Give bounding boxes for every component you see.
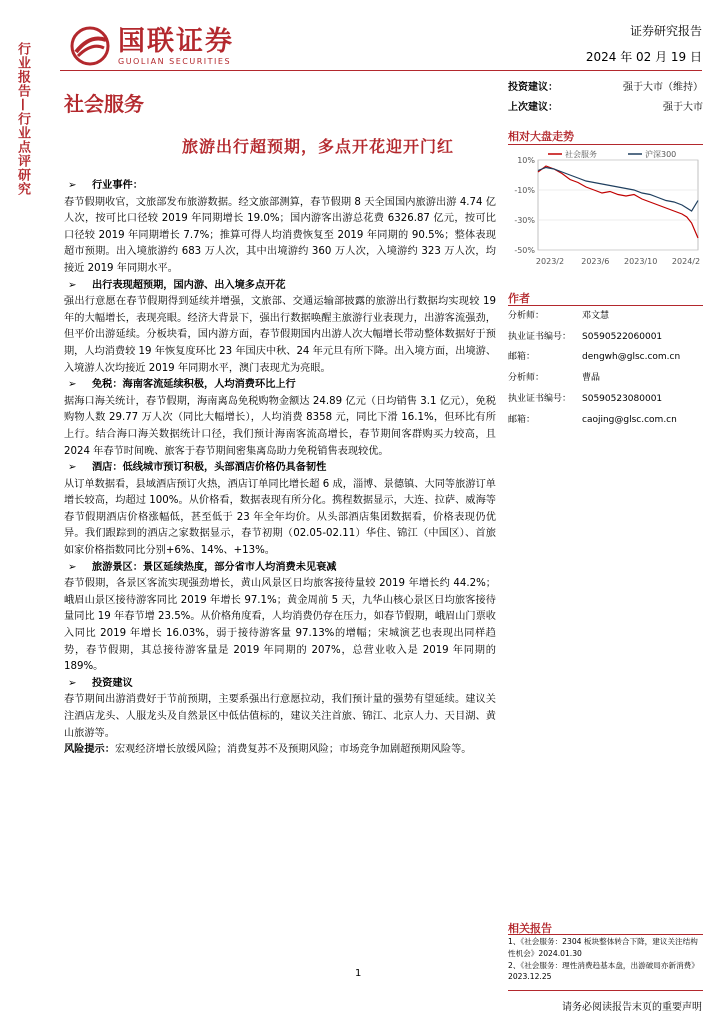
doc-type: 证券研究报告 [629,24,702,38]
related-item[interactable]: 1、《社会服务：2304 板块整体转合下降，建议关注结构性机会》2024.01.30 [508,937,698,958]
authors-list [508,306,703,430]
section-title [64,278,496,295]
headline: 旅游出行超预期，多点开花迎开门红 [182,137,455,156]
arrow-icon: ➢ [68,462,77,474]
section-body: 据海口海关统计，春节假期，海南离岛免税购物金额达 24.89 亿元（日均销售 3.1 亿元），免税购物人数 29.77 万人次（同比大幅增长），人均消费 8358 元，同比下滑 16.1%，但环比有所上行。结合海口海关数据统计口径，我们预计海南客流高增长，春节期间客群购买力较高，且 2024 年春节时间晚、旅客于春节期间密集离岛助力免税销售表现较优。 [64,395,496,457]
author-value: S0590523080001 [582,393,663,404]
x-tick-label: 2023/10 [624,257,658,266]
section-body: 春节假期收官，文旅部发布旅游数据。经文旅部测算，春节假期 8 天全国国内旅游出游 4.74 亿人次，按可比口径较 2019 年同期增长 19.0%；国内游客出游总花费 6326.87 亿元，按可比口径较 2019 年同期增长 7.7%；推算可得人均消费恢复至 2019 年同期的 90.5%；整体表现超市预期。出入境旅游约 683 万人次，其中出境游约 360 万人次，入境游约 323 万人次，均接近 2019 年同期水平。 [64,196,496,274]
invest-label: 投资建议： [508,82,558,93]
last-label: 上次建议： [508,102,558,113]
arrow-icon: ➢ [68,379,77,391]
author-key: 分析师： [508,373,545,384]
section-title-text: 出行表现超预期，国内游、出入境多点开花 [92,279,286,291]
x-tick-label: 2023/2 [535,257,565,266]
arrow-icon: ➢ [68,561,77,573]
section-title [64,676,496,693]
section-title-text: 旅游景区：景区延续热度，部分省市人均消费未见衰减 [92,561,337,573]
logo-icon [68,26,112,66]
y-tick-label: 10% [517,156,535,165]
y-tick-label: -30% [514,216,535,225]
y-tick-label: -50% [514,246,535,255]
x-tick-label: 2024/2 [671,257,701,266]
logo [68,26,234,66]
legend-label: 社会服务 [565,150,597,159]
section-title-text: 行业事件： [92,180,143,191]
main-body [64,178,496,759]
section-body: 从订单数据看，县域酒店预订火热，酒店订单同比增长超 6 成，淄博、景德镇、大同等旅游订单增长较高，均超过 100%。从价格看，数据表现有所分化。携程数据显示，大连、拉萨、威海等春节假期酒店价格涨幅低，甚至低于 23 年全年均价。从头部酒店集团数据看，价格表现仍优异。我们跟踪到的酒店之家数据显示，春节初期（02.05-02.11）华住、锦江（中国区）、首旅如家价格指数同比分别+6%、14%、+13%。 [64,478,496,557]
author-row [508,410,703,431]
arrow-icon: ➢ [68,279,77,291]
section-body: 强出行意愿在春节假期得到延续并增强，文旅部、交通运输部披露的旅游出行数据均实现较 19 年的大幅增长，表现亮眼。经济大背景下，强出行数据唤醒主旅游行业表现力，出游客流强劲，但平价出游延续。分板块看，国内游方面，春节假期国内出游人次大幅增长带动整体数据好于预期，人均消费较 19 年恢复度环比 23 年国庆中秋、24 年元旦有所下降。出入境方面，出境游、入境游人次均接近 2019 年同期水平，澳门表现尤为亮眼。 [64,296,497,374]
author-key: 邮箱： [508,352,536,363]
chart-rule [508,144,703,145]
logo-cn: 国联证券 [118,25,234,57]
arrow-icon: ➢ [68,677,77,689]
author-row [508,306,703,327]
rating-box [508,78,703,118]
related-list [508,936,703,983]
author-row [508,389,703,410]
last-value: 强于大市 [663,102,703,113]
section-title-text: 酒店：低线城市预订积极，头部酒店价格仍具备韧性 [92,462,327,474]
related-item[interactable]: 2、《社会服务：理性消费趋基本盘，出游破局亦新消费》2023.12.25 [508,960,699,982]
arrow-icon: ➢ [68,180,77,191]
author-row [508,327,703,348]
section-title-text: 投资建议 [92,677,133,689]
relative-chart [508,146,703,270]
section-body: 春节假期，各景区客流实现强劲增长，黄山风景区日均旅客接待量较 2019 年增长约 44.2%；峨眉山景区接待游客同比 2019 年增长 97.1%；黄金周前 5 天，九华山核心景区日均旅客接待量同比 19 年春节增 23.5%。从价格角度看，人均消费仍存在压力，如春节假期，峨眉山门票收入同比 2019 年增长 16.03%，弱于接待游客量 97.13%的增幅；宋城演艺也表现出同样趋势，春节假期，其总接待游客量是 2019 年同期的 207%，总营业收入是 2019 年同期的 189%。 [64,578,496,673]
author-row [508,368,703,389]
section-title [64,560,496,577]
section-title-text: 免税：海南客流延续积极，人均消费环比上行 [92,379,296,391]
risk-label: 风险提示： [64,744,115,756]
author-value: 曹晶 [582,373,601,384]
author-key: 执业证书编号： [508,331,572,342]
chart-title: 相对大盘走势 [508,130,574,143]
y-tick-label: -10% [514,186,535,195]
author-key: 分析师： [508,311,545,321]
author-row [508,347,703,368]
doc-date: 2024 年 02 月 19 日 [585,50,702,64]
section-title [64,178,496,195]
author-value: 邓文慧 [582,311,610,321]
risk-body: 宏观经济增长放缓风险；消费复苏不及预期风险；市场竞争加剧超预期风险等。 [114,744,472,756]
legend-label: 沪深300 [645,150,677,159]
author-email[interactable]: caojing@glsc.com.cn [582,414,677,425]
related-title: 相关报告 [508,922,552,935]
risk-note [64,742,496,759]
authors-title: 作者 [508,292,530,305]
side-band: 行业报告—行业点评研究 [15,42,30,196]
author-value: S0590522060001 [582,331,663,342]
disclaimer: 请务必阅读报告末页的重要声明 [562,1002,702,1013]
industry-title: 社会服务 [64,92,144,116]
section-title [64,460,496,477]
page-number: 1 [355,968,362,979]
foot-rule [508,990,703,991]
logo-en: GUOLIAN SECURITIES [118,56,232,66]
related-rule [508,934,703,935]
section-body: 春节期间出游消费好于节前预期，主要系强出行意愿拉动，我们预计量的强势有望延续。建议关注酒店龙头、人服龙头及自然景区中低估值标的，建议关注首旅、锦江、北京人力、天目湖、黄山旅游等。 [64,694,496,739]
top-rule [60,70,702,71]
section-title [64,377,496,394]
author-key: 执业证书编号： [508,393,572,404]
author-email[interactable]: dengwh@glsc.com.cn [582,352,681,363]
invest-value: 强于大市（维持） [623,82,703,93]
x-tick-label: 2023/6 [581,257,610,266]
author-key: 邮箱： [508,414,536,425]
